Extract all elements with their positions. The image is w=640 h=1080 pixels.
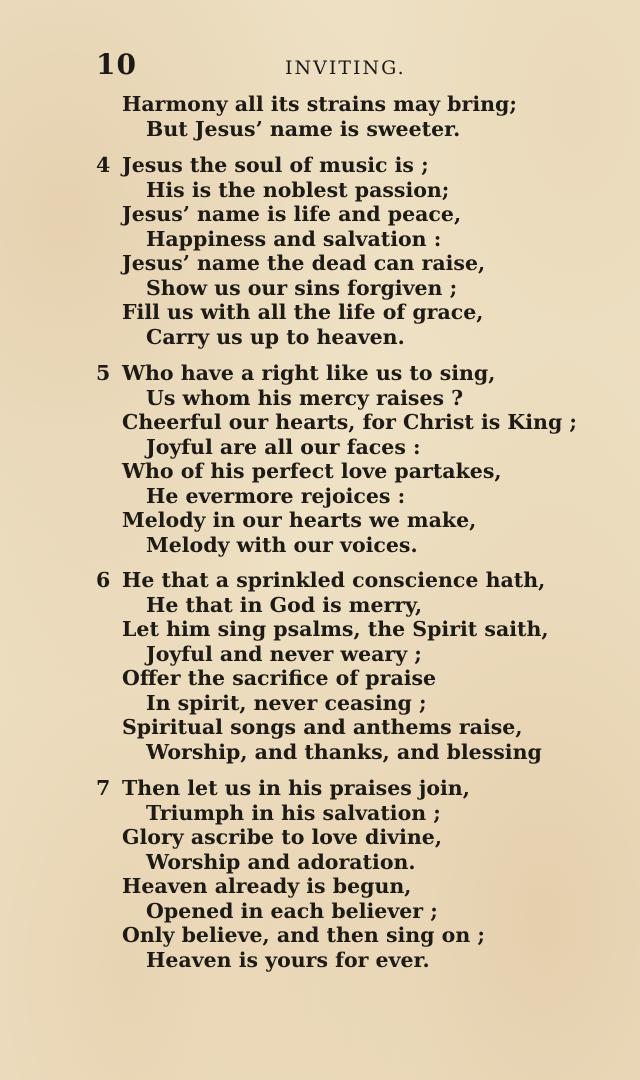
- verse-line: He evermore rejoices :: [146, 483, 406, 508]
- stanza-continued: [0, 92, 640, 141]
- page-number: 10: [96, 48, 137, 81]
- verse-line: Triumph in his salvation ;: [146, 800, 441, 825]
- verse-line: Harmony all its strains may bring;: [122, 92, 517, 116]
- verse-line: Fill us with all the life of grace,: [122, 300, 484, 324]
- verse-line: [0, 153, 640, 178]
- verse-line: [0, 361, 640, 386]
- verse-line: Joyful and never weary ;: [146, 641, 422, 666]
- verse-line: Carry us up to heaven.: [146, 324, 405, 349]
- verse-line: [0, 568, 640, 593]
- verse-line: Joyful are all our faces :: [146, 434, 421, 459]
- verse-line-text: Jesus the soul of music is ;: [122, 153, 429, 177]
- stanza-4: [0, 153, 640, 349]
- verse-line: Worship, and thanks, and blessing: [146, 739, 542, 764]
- verse-line: Opened in each believer ;: [146, 898, 438, 923]
- verse-line: Happiness and salvation :: [146, 226, 442, 251]
- verse-line: Let him sing psalms, the Spirit saith,: [122, 617, 549, 641]
- stanza-7: [0, 776, 640, 972]
- verse-line-text: Who have a right like us to sing,: [122, 361, 496, 385]
- stanza-number: 4: [96, 153, 111, 177]
- verse-line: Heaven is yours for ever.: [146, 947, 430, 972]
- verse-line: Cheerful our hearts, for Christ is King ;: [122, 410, 577, 434]
- stanza-6: [0, 568, 640, 764]
- verse-line: His is the noblest passion;: [146, 177, 450, 202]
- verse-line: Melody with our voices.: [146, 532, 418, 557]
- stanza-number: 5: [96, 361, 111, 385]
- verse-line: In spirit, never ceasing ;: [146, 690, 427, 715]
- verse-line-text: He that a sprinkled conscience hath,: [122, 568, 546, 592]
- verse-line: He that in God is merry,: [146, 592, 423, 617]
- verse-line: Worship and adoration.: [146, 849, 416, 874]
- verse-line-text: Then let us in his praises join,: [122, 776, 470, 800]
- stanza-number: 7: [96, 776, 111, 800]
- verse-line: Who of his perfect love partakes,: [122, 459, 502, 483]
- verse-line: Heaven already is begun,: [122, 874, 412, 898]
- verse-line: But Jesus’ name is sweeter.: [146, 116, 461, 141]
- verse-line: Offer the sacrifice of praise: [122, 666, 437, 690]
- stanza-5: [0, 361, 640, 557]
- stanza-number: 6: [96, 568, 111, 592]
- hymn-text: [0, 92, 640, 972]
- verse-line: Jesus’ name is life and peace,: [122, 202, 462, 226]
- verse-line: Melody in our hearts we make,: [122, 508, 477, 532]
- verse-line: Jesus’ name the dead can raise,: [122, 251, 486, 275]
- running-title: INVITING.: [285, 57, 406, 79]
- verse-line: Spiritual songs and anthems raise,: [122, 715, 523, 739]
- verse-line: Only believe, and then sing on ;: [122, 923, 485, 947]
- verse-line: Show us our sins forgiven ;: [146, 275, 458, 300]
- verse-line: Us whom his mercy raises ?: [146, 385, 464, 410]
- verse-line: Glory ascribe to love divine,: [122, 825, 442, 849]
- verse-line: [0, 776, 640, 801]
